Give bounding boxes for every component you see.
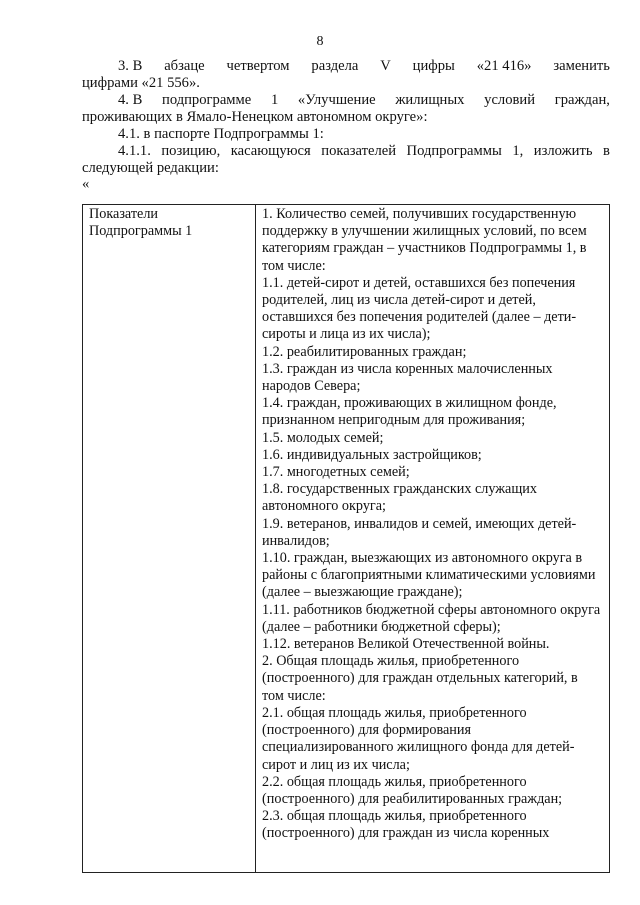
list-item: 1.7. многодетных семей;	[262, 464, 410, 481]
list-item: 1.2. реабилитированных граждан;	[262, 343, 467, 360]
word: 1	[270, 92, 279, 108]
word: граждан,	[554, 92, 610, 108]
list-item: 1.5. молодых семей;	[262, 429, 384, 446]
body-text	[82, 58, 610, 191]
word: четвертом	[226, 58, 290, 74]
list-item: 1.8. государственных гражданских служащих автономного округа;	[262, 481, 537, 515]
word: условий	[484, 92, 536, 108]
paragraph-4-1-1-line1	[82, 143, 610, 160]
word: в	[603, 143, 610, 159]
word: показателей	[321, 143, 397, 159]
list-item: 1.10. граждан, выезжающих из автономного округа в районы с благоприятными климатическими условиями (далее – выезжающие граждане);	[262, 550, 596, 601]
word: раздела	[311, 58, 359, 74]
paragraph-3-line2: цифрами «21 556».	[82, 75, 200, 91]
list-item: 1.4. граждан, проживающих в жилищном фонде, признанном непригодным для проживания;	[262, 395, 557, 429]
word: цифры	[412, 58, 455, 74]
indicators-table	[82, 204, 610, 873]
word: 3. В	[118, 58, 143, 74]
paragraph-4-line2: проживающих в Ямало-Ненецком автономном округе»:	[82, 109, 428, 125]
word: «21 416»	[476, 58, 532, 74]
opening-quote: «	[82, 176, 90, 192]
indicators-list	[262, 206, 603, 872]
table-row	[83, 205, 610, 873]
paragraph-4-line1	[82, 92, 610, 109]
word: 4. В	[118, 92, 143, 108]
list-item: 2.3. общая площадь жилья, приобретенного (построенного) для граждан из числа коренных	[262, 808, 550, 842]
word: подпрограмме	[162, 92, 252, 108]
word: абзаце	[164, 58, 205, 74]
page-number: 8	[316, 34, 324, 49]
list-item: 2.2. общая площадь жилья, приобретенного (построенного) для реабилитированных граждан;	[262, 773, 563, 807]
list-item: 1.1. детей-сирот и детей, оставшихся без попечения родителей, лиц из числа детей-сирот и детей, оставшихся без попечения родителей (далее – дети-сироты и лица из их числа);	[262, 274, 577, 343]
indicators-label: Показатели Подпрограммы 1	[89, 206, 193, 240]
word: изложить	[533, 143, 593, 159]
word: позицию,	[161, 143, 221, 159]
list-item: 1.3. граждан из числа коренных малочисленных народов Севера;	[262, 360, 553, 395]
word: 1,	[512, 143, 524, 159]
word: V	[380, 58, 391, 74]
list-item: 1.12. ветеранов Великой Отечественной войны.	[262, 636, 550, 653]
paragraph-3-line1	[82, 58, 610, 75]
list-item: 1.11. работников бюджетной сферы автономного округа (далее – работники бюджетной сферы);	[262, 601, 601, 635]
word: касающуюся	[230, 143, 311, 159]
paragraph-4-1-1-line2: следующей редакции:	[82, 160, 219, 176]
word: заменить	[553, 58, 610, 74]
word: «Улучшение	[297, 92, 376, 108]
word: Подпрограммы	[406, 143, 502, 159]
list-item: 1.9. ветеранов, инвалидов и семей, имеющих детей-инвалидов;	[262, 515, 577, 549]
list-item: 2. Общая площадь жилья, приобретенного (построенного) для граждан отдельных категорий, в том числе:	[262, 653, 578, 704]
list-item: 1. Количество семей, получивших государственную поддержку в улучшении жилищных условий, по всем категориям граждан – участников Подпрограммы 1, в том числе:	[262, 206, 587, 274]
list-item: 2.1. общая площадь жилья, приобретенного (построенного) для формирования специализированного жилищного фонда для детей-сирот и лиц из их числа;	[262, 704, 575, 773]
word: 4.1.1.	[118, 143, 151, 159]
paragraph-4-1: 4.1. в паспорте Подпрограммы 1:	[118, 126, 324, 142]
indicators-label-cell	[83, 205, 256, 873]
word: жилищных	[395, 92, 465, 108]
indicators-content-cell	[256, 205, 610, 873]
list-item: 1.6. индивидуальных застройщиков;	[262, 446, 482, 463]
